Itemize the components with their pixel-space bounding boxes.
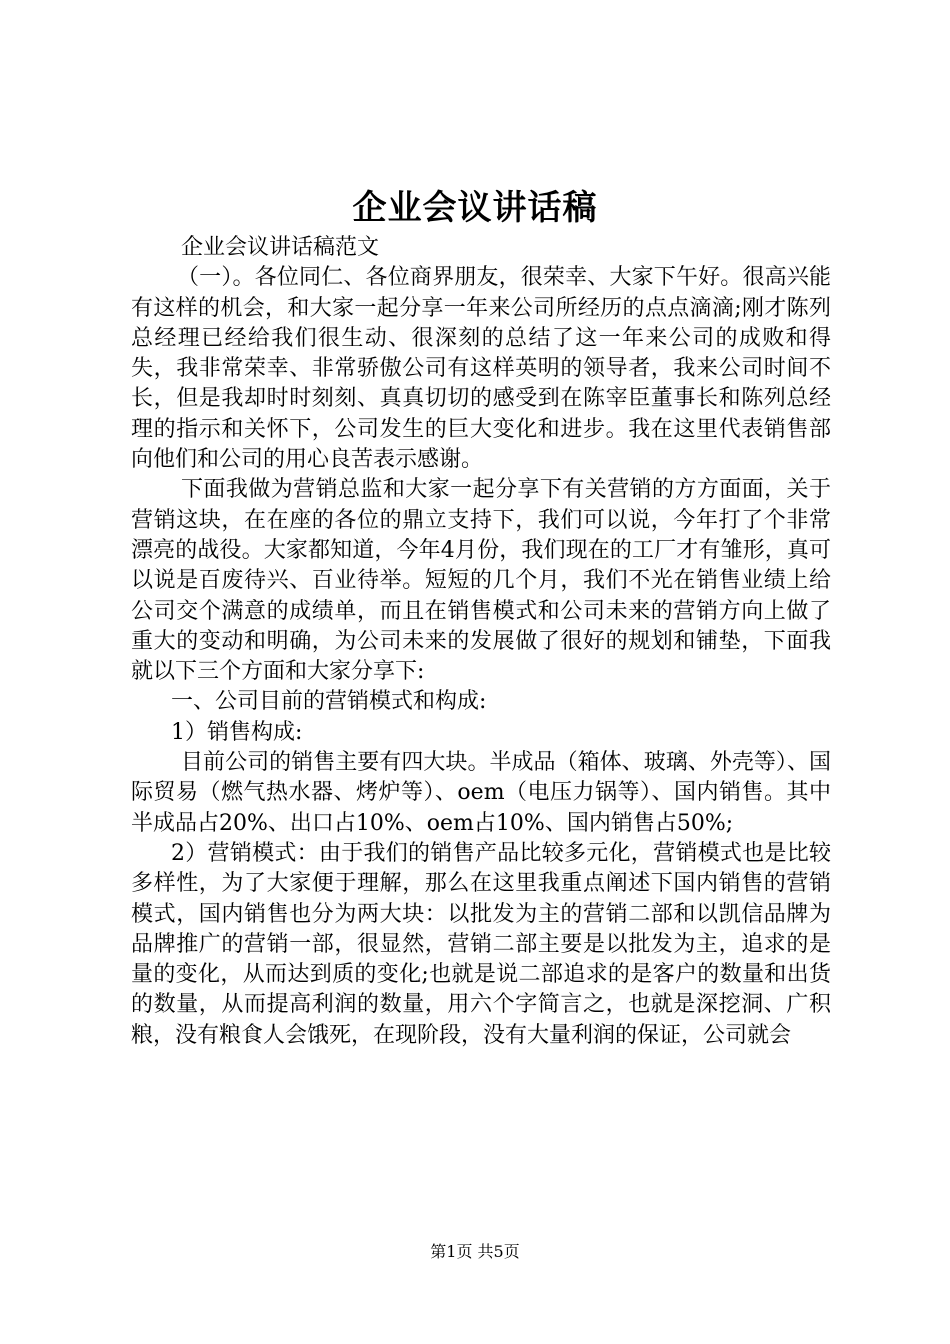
intro-paragraph: 下面我做为营销总监和大家一起分享下有关营销的方方面面，关于营销这块，在在座的各位的鼎立支持下，我们可以说，今年打了个非常漂亮的战役。大家都知道，今年4月份，我们现在的工厂才有雏形，真可以说是百废待兴、百业待举。短短的几个月，我们不光在销售业绩上给公司交个满意的成绩单，而且在销售模式和公司未来的营销方向上做了重大的变动和明确，为公司未来的发展做了很好的规划和铺垫，下面我就以下三个方面和大家分享下: — [131, 477, 831, 685]
subsection-heading: 1）销售构成: — [171, 719, 303, 745]
document-body — [131, 233, 831, 1051]
sales-composition-paragraph: 目前公司的销售主要有四大块。半成品（箱体、玻璃、外壳等）、国际贸易（燃气热水器、烤炉等）、oem（电压力锅等）、国内销售。其中半成品占20%、出口占10%、oem占10%、国内销售占50%; — [131, 750, 831, 836]
document-title: 企业会议讲话稿 — [352, 188, 598, 228]
subtitle-paragraph: 企业会议讲话稿范文 — [181, 235, 380, 260]
greeting-paragraph: （一）。各位同仁、各位商界朋友，很荣幸、大家下午好。很高兴能有这样的机会，和大家一起分享一年来公司所经历的点点滴滴;刚才陈列总经理已经给我们很生动、很深刻的总结了这一年来公司的成败和得失，我非常荣幸、非常骄傲公司有这样英明的领导者，我来公司时间不长，但是我却时时刻刻、真真切切的感受到在陈宰臣董事长和陈列总经理的指示和关怀下，公司发生的巨大变化和进步。我在这里代表销售部向他们和公司的用心良苦表示感谢。 — [131, 265, 831, 473]
page-footer: 第1页 共5页 — [430, 1242, 520, 1261]
marketing-model-paragraph: 2）营销模式：由于我们的销售产品比较多元化，营销模式也是比较多样性，为了大家便于理解，那么在这里我重点阐述下国内销售的营销模式，国内销售也分为两大块：以批发为主的营销二部和以凯信品牌为品牌推广的营销一部，很显然，营销二部主要是以批发为主，追求的是量的变化，从而达到质的变化;也就是说二部追求的是客户的数量和出货的数量，从而提高利润的数量，用六个字简言之，也就是深挖洞、广积粮，没有粮食人会饿死，在现阶段，没有大量利润的保证，公司就会 — [131, 840, 831, 1048]
section-heading: 一、公司目前的营销模式和构成: — [171, 689, 487, 715]
